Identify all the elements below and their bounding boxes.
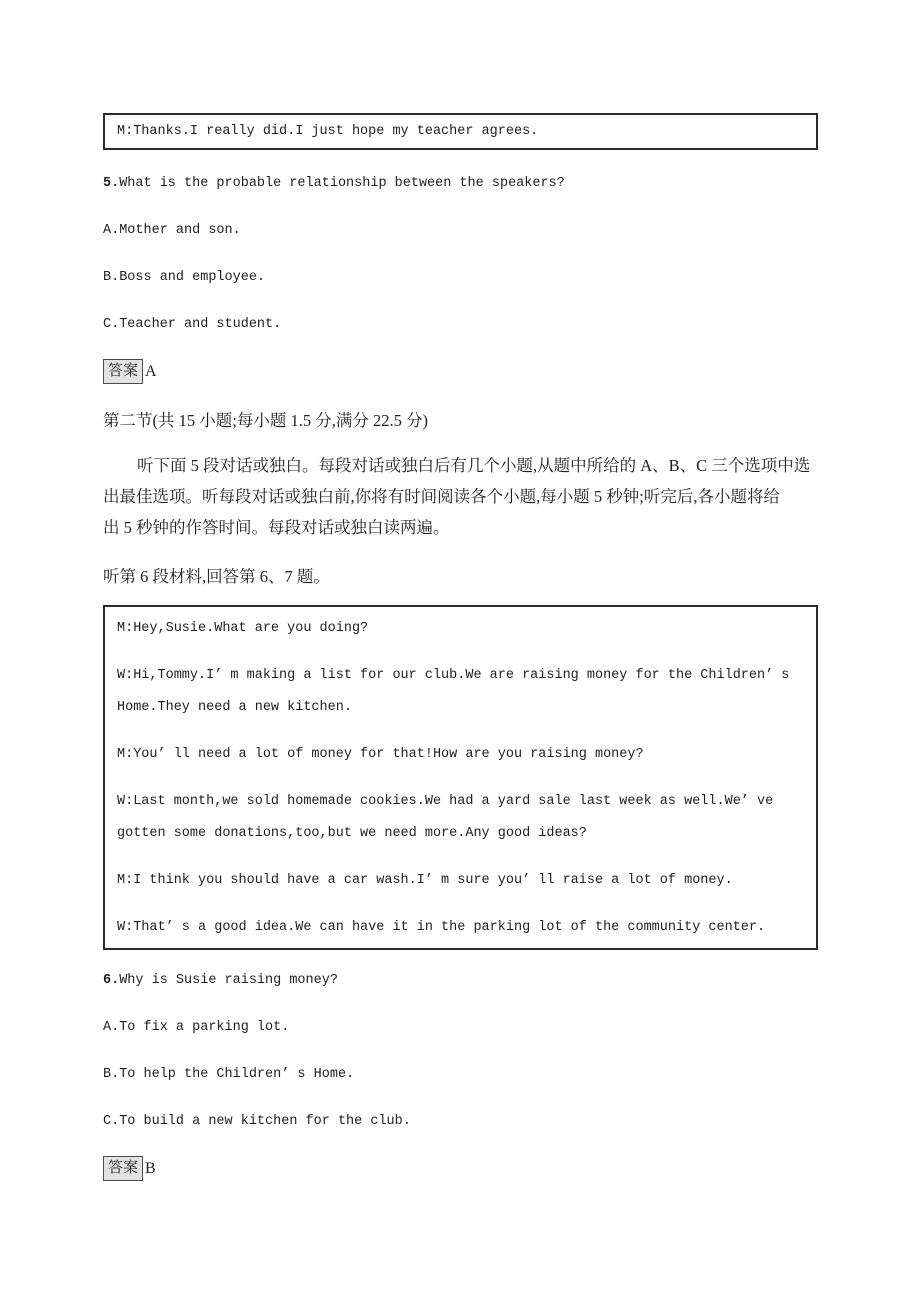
question-6-answer-letter: B <box>145 1159 156 1177</box>
dialogue-box-1 <box>103 113 818 150</box>
dialogue-turn <box>117 613 804 645</box>
exam-page-content <box>103 113 818 1192</box>
instruction-line: 听下面 5 段对话或独白。每段对话或独白后有几个小题,从题中所给的 A、B、C 三个选项中选 <box>137 456 811 475</box>
dialogue-line: Home.They need a new kitchen. <box>117 700 352 715</box>
question-6-text: Why is Susie raising money? <box>119 973 338 988</box>
dialogue-line: M:Hey,Susie.What are you doing? <box>117 621 369 636</box>
question-6-number: 6. <box>103 973 120 988</box>
dialogue-line: M:I think you should have a car wash.I’ m sure you’ ll raise a lot of money. <box>117 873 733 888</box>
section-2-instructions <box>103 450 818 543</box>
material-6-intro: 听第 6 段材料,回答第 6、7 题。 <box>103 566 330 586</box>
dialogue-box-2 <box>103 605 818 950</box>
dialogue-line: W:That’ s a good idea.We can have it in the parking lot of the community center. <box>117 920 766 935</box>
question-5-answer-row <box>103 348 818 395</box>
dialogue-turn <box>117 660 804 724</box>
dialogue-line: W:Hi,Tommy.I’ m making a list for our club.We are raising money for the Children’ s <box>117 668 790 683</box>
question-5-number: 5. <box>103 176 120 191</box>
dialogue-turn <box>117 739 804 771</box>
question-5-option-b: B.Boss and employee. <box>103 270 266 285</box>
question-6-option-c: C.To build a new kitchen for the club. <box>103 1114 411 1129</box>
dialogue-line: W:Last month,we sold homemade cookies.We had a yard sale last week as well.We’ ve <box>117 794 774 809</box>
question-6-block <box>103 957 818 1192</box>
dialogue-turn <box>117 865 804 897</box>
question-5-option-c: C.Teacher and student. <box>103 317 282 332</box>
dialogue-line: M:You’ ll need a lot of money for that!How are you raising money? <box>117 747 644 762</box>
question-5-block <box>103 160 818 395</box>
instruction-line: 出 5 秒钟的作答时间。每段对话或独白读两遍。 <box>103 518 450 537</box>
question-5-answer-letter: A <box>145 362 157 380</box>
answer-label-badge: 答案 <box>103 1156 143 1182</box>
dialogue-turn <box>117 786 804 850</box>
question-6 <box>103 957 818 1004</box>
instruction-line: 出最佳选项。听每段对话或独白前,你将有时间阅读各个小题,每小题 5 秒钟;听完后,各小题将给 <box>103 487 780 506</box>
answer-label-badge: 答案 <box>103 359 143 385</box>
question-6-answer-row <box>103 1145 818 1192</box>
dialogue-line: gotten some donations,too,but we need more.Any good ideas? <box>117 826 587 841</box>
dialogue-turn <box>117 912 804 944</box>
question-6-option-a: A.To fix a parking lot. <box>103 1020 290 1035</box>
question-5-text: What is the probable relationship between the speakers? <box>119 176 565 191</box>
dialogue-line: M:Thanks.I really did.I just hope my teacher agrees. <box>117 124 539 139</box>
question-5-option-a: A.Mother and son. <box>103 223 241 238</box>
section-2-heading: 第二节(共 15 小题;每小题 1.5 分,满分 22.5 分) <box>103 410 428 430</box>
question-5 <box>103 160 818 207</box>
question-6-option-b: B.To help the Children’ s Home. <box>103 1067 355 1082</box>
